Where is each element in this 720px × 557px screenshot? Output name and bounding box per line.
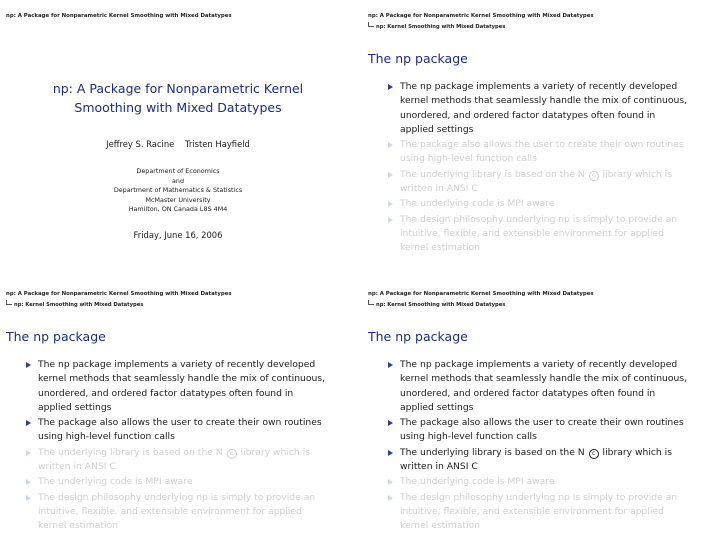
bullet-triangle-icon — [26, 362, 31, 368]
bullet-text: kernel estimation — [400, 242, 480, 254]
bullet-text: The package also allows the user to create their own routines — [38, 417, 322, 429]
presentation-title — [0, 80, 356, 117]
bullet-triangle-icon — [26, 479, 31, 485]
bullet-text: The underlying library is based on the N — [400, 168, 588, 180]
bullet-triangle-icon — [388, 217, 393, 223]
slide-frame-3 — [362, 278, 718, 550]
bullet-text: intuitive, flexible, and extensible environment for applied — [400, 505, 664, 517]
bullet-text: library which is — [237, 446, 311, 458]
bullet-triangle-icon — [388, 479, 393, 485]
slide-frame-2 — [0, 278, 356, 550]
bullet-triangle-icon — [26, 450, 31, 456]
bullet-text: unordered, and ordered factor datatypes often found in — [400, 109, 656, 121]
frame-title: The np package — [368, 51, 468, 66]
bullet-item — [384, 475, 710, 489]
slide-header: np: A Package for Nonparametric Kernel Smoothing with Mixed Datatypes — [6, 291, 232, 297]
bullet-text: The design philosophy underlying np is simply to provide an — [38, 491, 316, 503]
breadcrumb — [368, 22, 505, 30]
institute-line: Hamilton, ON Canada L8S 4M4 — [128, 205, 228, 214]
bullet-item — [384, 197, 710, 211]
copyright-icon: c — [227, 449, 237, 459]
breadcrumb-label: np: Kernel Smoothing with Mixed Datatypes — [376, 302, 506, 308]
institute-line: Department of Mathematics & Statistics — [113, 186, 243, 195]
bullet-list — [384, 80, 710, 257]
bullet-text: kernel methods that seamlessly handle the mix of continuous, — [400, 373, 687, 385]
institute-line: and — [171, 176, 185, 185]
bullet-item — [384, 358, 710, 415]
copyright-icon: c — [589, 449, 599, 459]
authors: Jeffrey S. Racine Tristen Hayfield — [106, 139, 250, 149]
presentation-date: Friday, June 16, 2006 — [133, 230, 223, 240]
bullet-text: The package also allows the user to create their own routines — [400, 139, 684, 151]
bullet-text: written in ANSI C — [400, 461, 478, 473]
bullet-item — [22, 416, 348, 445]
bullet-text: applied settings — [400, 123, 474, 135]
breadcrumb-label: np: Kernel Smoothing with Mixed Datatypes — [376, 24, 506, 30]
slide-header: np: A Package for Nonparametric Kernel Smoothing with Mixed Datatypes — [368, 13, 594, 19]
bullet-text: kernel estimation — [400, 520, 480, 532]
copyright-icon: c — [589, 171, 599, 181]
bullet-text: kernel estimation — [38, 520, 118, 532]
slide-title — [0, 0, 356, 272]
breadcrumb — [6, 300, 143, 308]
slide-frame-1 — [362, 0, 718, 272]
bullet-text: The underlying library is based on the N — [400, 446, 588, 458]
bullet-triangle-icon — [388, 84, 393, 90]
bullet-text: The np package implements a variety of recently developed — [400, 359, 678, 370]
bullet-list — [384, 358, 710, 535]
bullet-text: using high-level function calls — [400, 153, 537, 165]
bullet-text: library which is — [599, 446, 673, 458]
bullet-text: applied settings — [400, 401, 474, 413]
bullet-item — [384, 80, 710, 137]
breadcrumb-label: np: Kernel Smoothing with Mixed Datatypes — [14, 302, 144, 308]
bullet-text: intuitive, flexible, and extensible environment for applied — [400, 227, 664, 239]
bullet-text: intuitive, flexible, and extensible environment for applied — [38, 505, 302, 517]
bullet-item — [384, 138, 710, 167]
bullet-item — [384, 416, 710, 445]
title-line-1: np: A Package for Nonparametric Kernel — [52, 81, 304, 96]
bullet-text: written in ANSI C — [38, 461, 116, 473]
bullet-text: written in ANSI C — [400, 183, 478, 195]
bullet-text: using high-level function calls — [38, 431, 175, 443]
institute-line: Department of Economics — [136, 167, 220, 175]
bullet-triangle-icon — [388, 450, 393, 456]
bullet-text: The np package implements a variety of recently developed — [38, 359, 316, 370]
frame-title: The np package — [6, 329, 106, 344]
slide-header: np: A Package for Nonparametric Kernel Smoothing with Mixed Datatypes — [6, 13, 232, 19]
bullet-text: The underlying library is based on the N — [38, 446, 226, 458]
bullet-triangle-icon — [388, 420, 393, 426]
bullet-item — [384, 168, 710, 197]
bullet-triangle-icon — [388, 172, 393, 178]
bullet-text: The design philosophy underlying np is simply to provide an — [400, 491, 678, 503]
frame-title: The np package — [368, 329, 468, 344]
bullet-item — [22, 446, 348, 475]
bullet-text: unordered, and ordered factor datatypes often found in — [38, 387, 294, 399]
bullet-item — [384, 213, 710, 256]
title-line-2: Smoothing with Mixed Datatypes — [74, 99, 282, 115]
bullet-triangle-icon — [388, 142, 393, 148]
bullet-text: using high-level function calls — [400, 431, 537, 443]
bullet-triangle-icon — [26, 495, 31, 501]
bullet-text: The np package implements a variety of recently developed — [400, 81, 678, 92]
bullet-triangle-icon — [26, 420, 31, 426]
bullet-text: The underlying code is MPI aware — [400, 476, 555, 488]
bullet-text: kernel methods that seamlessly handle the mix of continuous, — [38, 373, 325, 385]
bullet-text: kernel methods that seamlessly handle the mix of continuous, — [400, 95, 687, 107]
bullet-text: The package also allows the user to create their own routines — [400, 417, 684, 429]
institute-line: McMaster University — [145, 195, 211, 204]
bullet-text: The design philosophy underlying np is simply to provide an — [400, 213, 678, 225]
bullet-triangle-icon — [388, 201, 393, 207]
bullet-text: applied settings — [38, 401, 112, 413]
bullet-text: The underlying code is MPI aware — [400, 198, 555, 210]
breadcrumb-hook-icon — [368, 22, 374, 27]
breadcrumb-hook-icon — [6, 300, 12, 305]
bullet-text: unordered, and ordered factor datatypes often found in — [400, 387, 656, 399]
institute — [0, 167, 356, 215]
bullet-item — [22, 491, 348, 534]
bullet-triangle-icon — [388, 495, 393, 501]
bullet-item — [22, 475, 348, 489]
bullet-text: The underlying code is MPI aware — [38, 476, 193, 488]
slide-header: np: A Package for Nonparametric Kernel Smoothing with Mixed Datatypes — [368, 291, 594, 297]
bullet-item — [22, 358, 348, 415]
breadcrumb-hook-icon — [368, 300, 374, 305]
bullet-list — [22, 358, 348, 535]
breadcrumb — [368, 300, 505, 308]
bullet-item — [384, 446, 710, 475]
bullet-triangle-icon — [388, 362, 393, 368]
bullet-text: library which is — [599, 168, 673, 180]
bullet-item — [384, 491, 710, 534]
